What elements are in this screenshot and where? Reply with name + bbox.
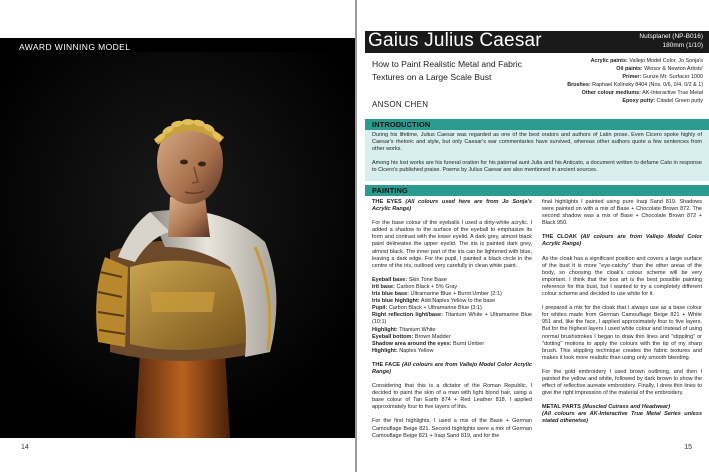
spec-row: Oil paints: Winsor & Newton Artists'	[616, 66, 703, 72]
painting-heading-bar	[365, 185, 709, 196]
intro-paragraph-2: Among his lost works are his funeral oration for his paternal aunt Julia and his Anticato, a document written to defame Cato in response to Cicero's published praise. Poems by Julius Caesar are also mentioned in ancient sources.	[372, 160, 702, 174]
materials-list	[533, 57, 703, 105]
model-code-line: Nutsplanet (NP-B016)	[639, 33, 703, 40]
left-page-bottom-margin	[0, 438, 355, 472]
spec-row: Primer: Gunze Mr. Surfacer 1000	[622, 74, 703, 80]
introduction-heading-bar	[365, 119, 709, 130]
page-number-right: 15	[684, 444, 692, 451]
colour-row: Eyeball base: Skin Tone Base	[372, 276, 447, 283]
spec-row: Other colour mediums: AK-Interactive True Metal	[581, 90, 703, 96]
cloak-paragraph-3: For the gold embroidery I used brown outlining, and then I painted the yellow and white, followed by dark brown to show the effect of reflective aureate embroidery. Finally, I drew thin lines to give the right impression of the material of the embroidery.	[542, 368, 702, 397]
cloak-paragraph-2: I prepared a mix for the cloak that I always use as a base colour for whites made from German Camouflage Beige 821 + White 951 and, like the face, I applied approximately four to five layers. But for the highest layers I used white colour and instead of using normal brushstrokes I began to draw thin lines and "stippling" or "dotting" motions to apply the colours with the tip of my sharp brush. This stippling technique creates the fabric textures and makes it look more realistic than using only smooth blending.	[542, 305, 702, 361]
spec-row: Acrylic paints: Vallejo Model Color, Jo Sonja's	[590, 58, 703, 64]
colour-row: Highlight: Titanium White	[372, 326, 436, 333]
painting-heading: PAINTING	[372, 186, 408, 195]
face-paragraph-1: Considering that this is a dictator of the Roman Republic, I decided to paint the skin of a man with light blond hair, using a base colour of Tan Earth 874 + Red Leather 818. I applied approximately four to five layers of this.	[372, 383, 532, 411]
left-page-top-margin	[0, 0, 355, 38]
face-heading: THE FACE (All colours are from Vallejo Model Color Acrylic Range)	[372, 361, 532, 375]
colour-row: Irit base: Carbon Black + 5% Gray	[372, 283, 458, 290]
eyes-colour-list	[372, 277, 532, 355]
colour-row: Eyeball bottom: Brown Madder	[372, 333, 451, 340]
introduction-heading: INTRODUCTION	[372, 120, 431, 129]
text-column-2	[542, 199, 702, 433]
colour-row: Pupil: Carbon Black + Ultramarine Blue (3:1)	[372, 305, 482, 312]
colour-row: Right reflection light/base: Titanium White + Ultramarine Blue (10:1)	[372, 312, 532, 326]
intro-paragraph-1: During his lifetime, Julius Caesar was regarded as one of the best orators and authors of Latin prose. Even Cicero spoke highly of Caesar's rhetoric and style, but only Caesar's war commentaries have survived, whereas other authors quote a few sentences from other works.	[372, 132, 702, 153]
spec-row: Brushes: Raphael Kolinsky 8404 (Nos. 0/6, 0/4, 0/2 & 1)	[567, 82, 703, 88]
section-label: AWARD WINNING MODEL	[19, 42, 131, 52]
metal-heading: METAL PARTS (Muscled Cuirass and Headwear)	[542, 404, 671, 411]
face-paragraph-3: final highlights I painted using pure Iraqi Sand 819. Shadows were painted on with a mix of Base + Chocolate Brown 872. The second shadow was a mix of Base + Chocolate Brown 872 + Black 950.	[542, 199, 702, 227]
right-page	[357, 0, 709, 472]
model-code	[639, 33, 703, 50]
spec-row: Epoxy putty: Citadel Green putty	[622, 98, 703, 104]
eyes-heading: THE EYES (All colours used here are from Jo Sonja's Acrylic Range)	[372, 199, 532, 213]
cloak-heading: THE CLOAK (All colours are from Vallejo Model Color Acrylic Range)	[542, 234, 702, 248]
face-paragraph-2: For the first highlights, I used a mix of the Base + German Camouflage Beige 821. Second highlights were a mix of German Camouflage Beige 821 + Iraqi Sand 819, and for the	[372, 418, 532, 439]
author-name: ANSON CHEN	[372, 100, 429, 109]
colour-row: Highlight: Naples Yellow	[372, 347, 434, 354]
article-title: Gaius Julius Caesar	[368, 30, 542, 51]
model-scale-line: 180mm (1/10)	[662, 41, 703, 49]
text-column-1	[372, 199, 532, 447]
metal-subheading: (All colours are AK-Interactive True Metal Series unless stated otherwise)	[542, 411, 702, 425]
eyes-paragraph: For the base colour of the eyeballs I used a dirty-white acrylic. I added a shadow to the surface of the eyeball to emphasize its form and contrast with the lower eyelid. A dark grey, almost black paint delineates the upper eyelid. The iris is painted dark grey, almost black. The inner part of the iris can be lightened with blue, leaving a dark edge. For the pupil, I painted a black circle in the centre of the iris, outlined very carefully in clean white paint.	[372, 220, 532, 269]
colour-row: Iris blue highlight: Add Naples Yellow to the base	[372, 298, 496, 305]
page-number-left: 14	[21, 444, 29, 451]
colour-row: Iris blue base: Ultramarine Blue + Burnt Umber (2:1)	[372, 291, 502, 298]
article-subtitle: How to Paint Realistic Metal and Fabric Textures on a Large Scale Bust	[372, 59, 522, 82]
caesar-bust-photo	[0, 52, 355, 438]
colour-row: Shadow area around the eyes: Burnt Umber	[372, 340, 485, 347]
cloak-paragraph-1: As the cloak has a significant position and covers a large surface of the bust it is more "eye-catchy" than the other areas of the body, so choosing the cloak's colour scheme will be very important. I think that the box art is the best possible painting reference for this bust, but I wanted to try a completely different colour scheme and decided to use white for it.	[542, 255, 702, 298]
